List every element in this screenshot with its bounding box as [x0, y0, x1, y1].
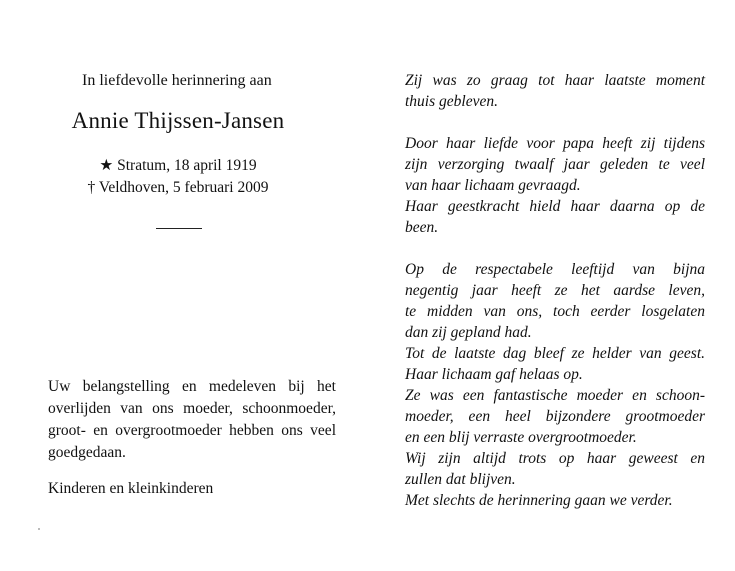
poem-line: Zij was zo graag tot haar laatste moment	[405, 72, 705, 89]
poem-line: Met slechts de herinnering gaan we verder.	[405, 492, 673, 509]
thanks-paragraph	[48, 376, 336, 464]
poem-line: Haar geestkracht hield haar daarna op de	[405, 198, 705, 215]
deceased-name: Annie Thijssen-Jansen	[71, 108, 285, 133]
poem-line: Op de respectabele leeftijd van bijna	[405, 261, 705, 278]
poem-line: thuis gebleven.	[405, 93, 498, 110]
thanks-line: goedgedaan.	[48, 444, 126, 461]
poem-paragraph-1	[405, 70, 705, 112]
speck-mark	[38, 528, 40, 530]
poem-line: Ze was een fantastische moeder en schoon-	[405, 387, 705, 404]
birth-line: ★ Stratum, 18 april 1919	[99, 157, 257, 174]
poem-paragraph-3	[405, 259, 705, 511]
poem-line: been.	[405, 219, 439, 236]
divider-line	[156, 228, 202, 229]
thanks-line: groot- en overgrootmoeder hebben ons veel	[48, 422, 336, 439]
poem-line: dan zij gepland had.	[405, 324, 532, 341]
death-line: † Veldhoven, 5 februari 2009	[87, 179, 269, 196]
poem-line: zullen dat blijven.	[405, 471, 516, 488]
signature-text: Kinderen en kleinkinderen	[48, 480, 214, 497]
poem-line: van haar lichaam gevraagd.	[405, 177, 581, 194]
poem-line: Tot de laatste dag bleef ze helder van geest.	[405, 345, 705, 362]
poem-line: negentig jaar heeft ze het aardse leven,	[405, 282, 705, 299]
poem-panel	[405, 70, 705, 511]
poem-paragraph-2	[405, 133, 705, 238]
intro-text: In liefdevolle herinnering aan	[82, 72, 272, 89]
thanks-line: Uw belangstelling en medeleven bij het	[48, 378, 336, 395]
poem-line: Wij zijn altijd trots op haar geweest en	[405, 450, 705, 467]
life-dates	[0, 155, 356, 199]
poem-line: te midden van ons, toch eerder losgelaten	[405, 303, 705, 320]
poem-line: zijn verzorging twaalf jaar geleden te veel	[405, 156, 705, 173]
poem-line: Door haar liefde voor papa heeft zij tijdens	[405, 135, 705, 152]
poem-line: en een blij verraste overgrootmoeder.	[405, 429, 637, 446]
poem-line: Haar lichaam gaf helaas op.	[405, 366, 583, 383]
poem-line: moeder, een heel bijzondere grootmoeder	[405, 408, 705, 425]
thanks-line: overlijden van ons moeder, schoonmoeder,	[48, 400, 336, 417]
